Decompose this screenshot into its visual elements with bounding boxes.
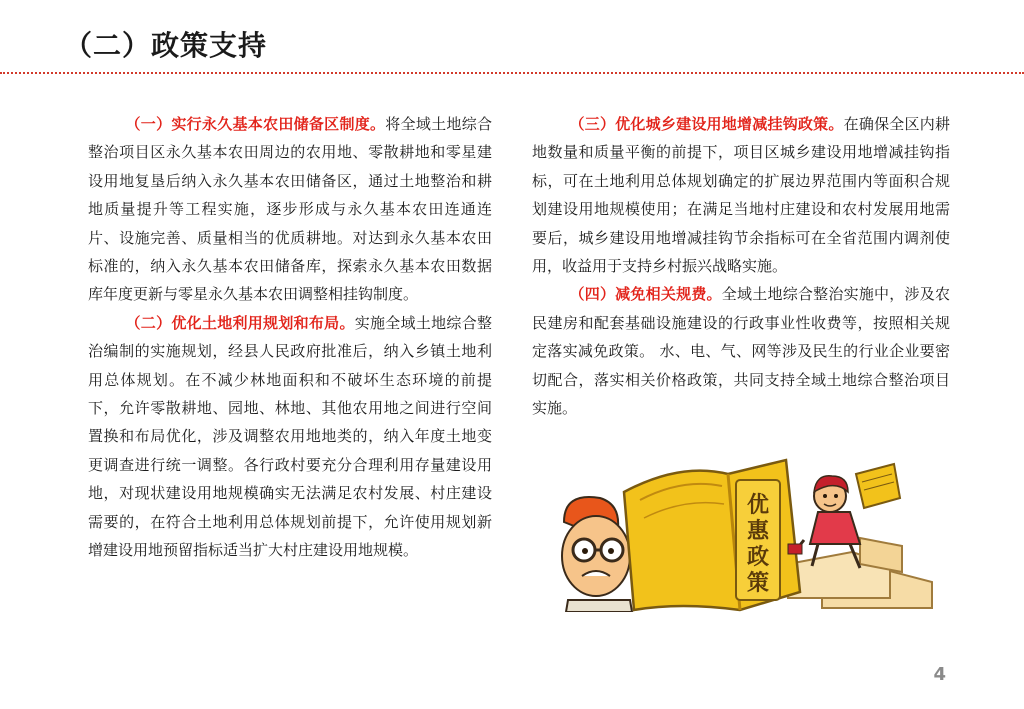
policy-book-icon — [624, 460, 800, 610]
book-char-1: 优 — [746, 493, 770, 518]
policy-body-2: 实施全域土地综合整治编制的实施规划，经县人民政府批准后，纳入乡镇土地利用总体规划。在不减少林地面积和不破坏生态环境的前提下，允许零散耕地、园地、林地、其他农用地之间进行空间置换和布局优化，涉及调整农用地地类的，纳入年度土地变更调查进行统一调整。各行政村要充分合理利用存量建设用地，对现状建设用地规模确实无法满足农村发展、村庄建设需要的，在符合土地利用总体规划前提下，允许使用规划新增建设用地预留指标适当扩大村庄建设用地规模。 — [88, 313, 492, 560]
book-char-4: 策 — [746, 571, 770, 596]
policy-heading-1: （一）实行永久基本农田储备区制度。 — [125, 115, 386, 133]
policy-paragraph-1 — [88, 110, 492, 309]
title-divider — [0, 72, 1024, 74]
policy-paragraph-4 — [532, 280, 950, 422]
policy-heading-3: （三）优化城乡建设用地增减挂钩政策。 — [569, 115, 844, 133]
right-column — [532, 110, 950, 422]
policy-illustration — [560, 452, 940, 612]
boxes-illustration — [788, 538, 932, 608]
page-number: 4 — [933, 664, 946, 685]
policy-paragraph-3 — [532, 110, 950, 280]
policy-body-1: 将全域土地综合整治项目区永久基本农田周边的农用地、零散耕地和零星建设用地复垦后纳入永久基本农田储备区，通过土地整治和耕地质量提升等工程实施，逐步形成与永久基本农田连通连片、设施完善、质量相当的优质耕地。对达到永久基本农田标准的，纳入永久基本农田储备库，探索永久基本农田数据库年度更新与零星永久基本农田调整相挂钩制度。 — [88, 115, 492, 304]
book-char-3: 政 — [746, 545, 770, 570]
policy-heading-2: （二）优化土地利用规划和布局。 — [125, 313, 355, 332]
page-title: （二）政策支持 — [64, 29, 268, 62]
cartoon-man-icon — [562, 497, 632, 612]
policy-body-4: 全域土地综合整治实施中，涉及农民建房和配套基础设施建设的行政事业性收费等，按照相关规定落实减免政策。 水、电、气、网等涉及民生的行业企业要密切配合，落实相关价格政策，共同支持全域土地综合整治项目实施。 — [532, 285, 950, 418]
policy-body-3: 在确保全区内耕地数量和质量平衡的前提下，项目区城乡建设用地增减挂钩指标，可在土地利用总体规划确定的扩展边界范围内等面积合规划建设用地规模使用；在满足当地村庄建设和农村发展用地需要后，城乡建设用地增减挂钩节余指标可在全省范围内调剂使用，收益用于支持乡村振兴战略实施。 — [532, 115, 950, 276]
policy-paragraph-2 — [88, 309, 492, 565]
left-column — [88, 110, 492, 565]
policy-heading-4: （四）减免相关规费。 — [569, 285, 722, 304]
book-char-2: 惠 — [746, 519, 770, 544]
